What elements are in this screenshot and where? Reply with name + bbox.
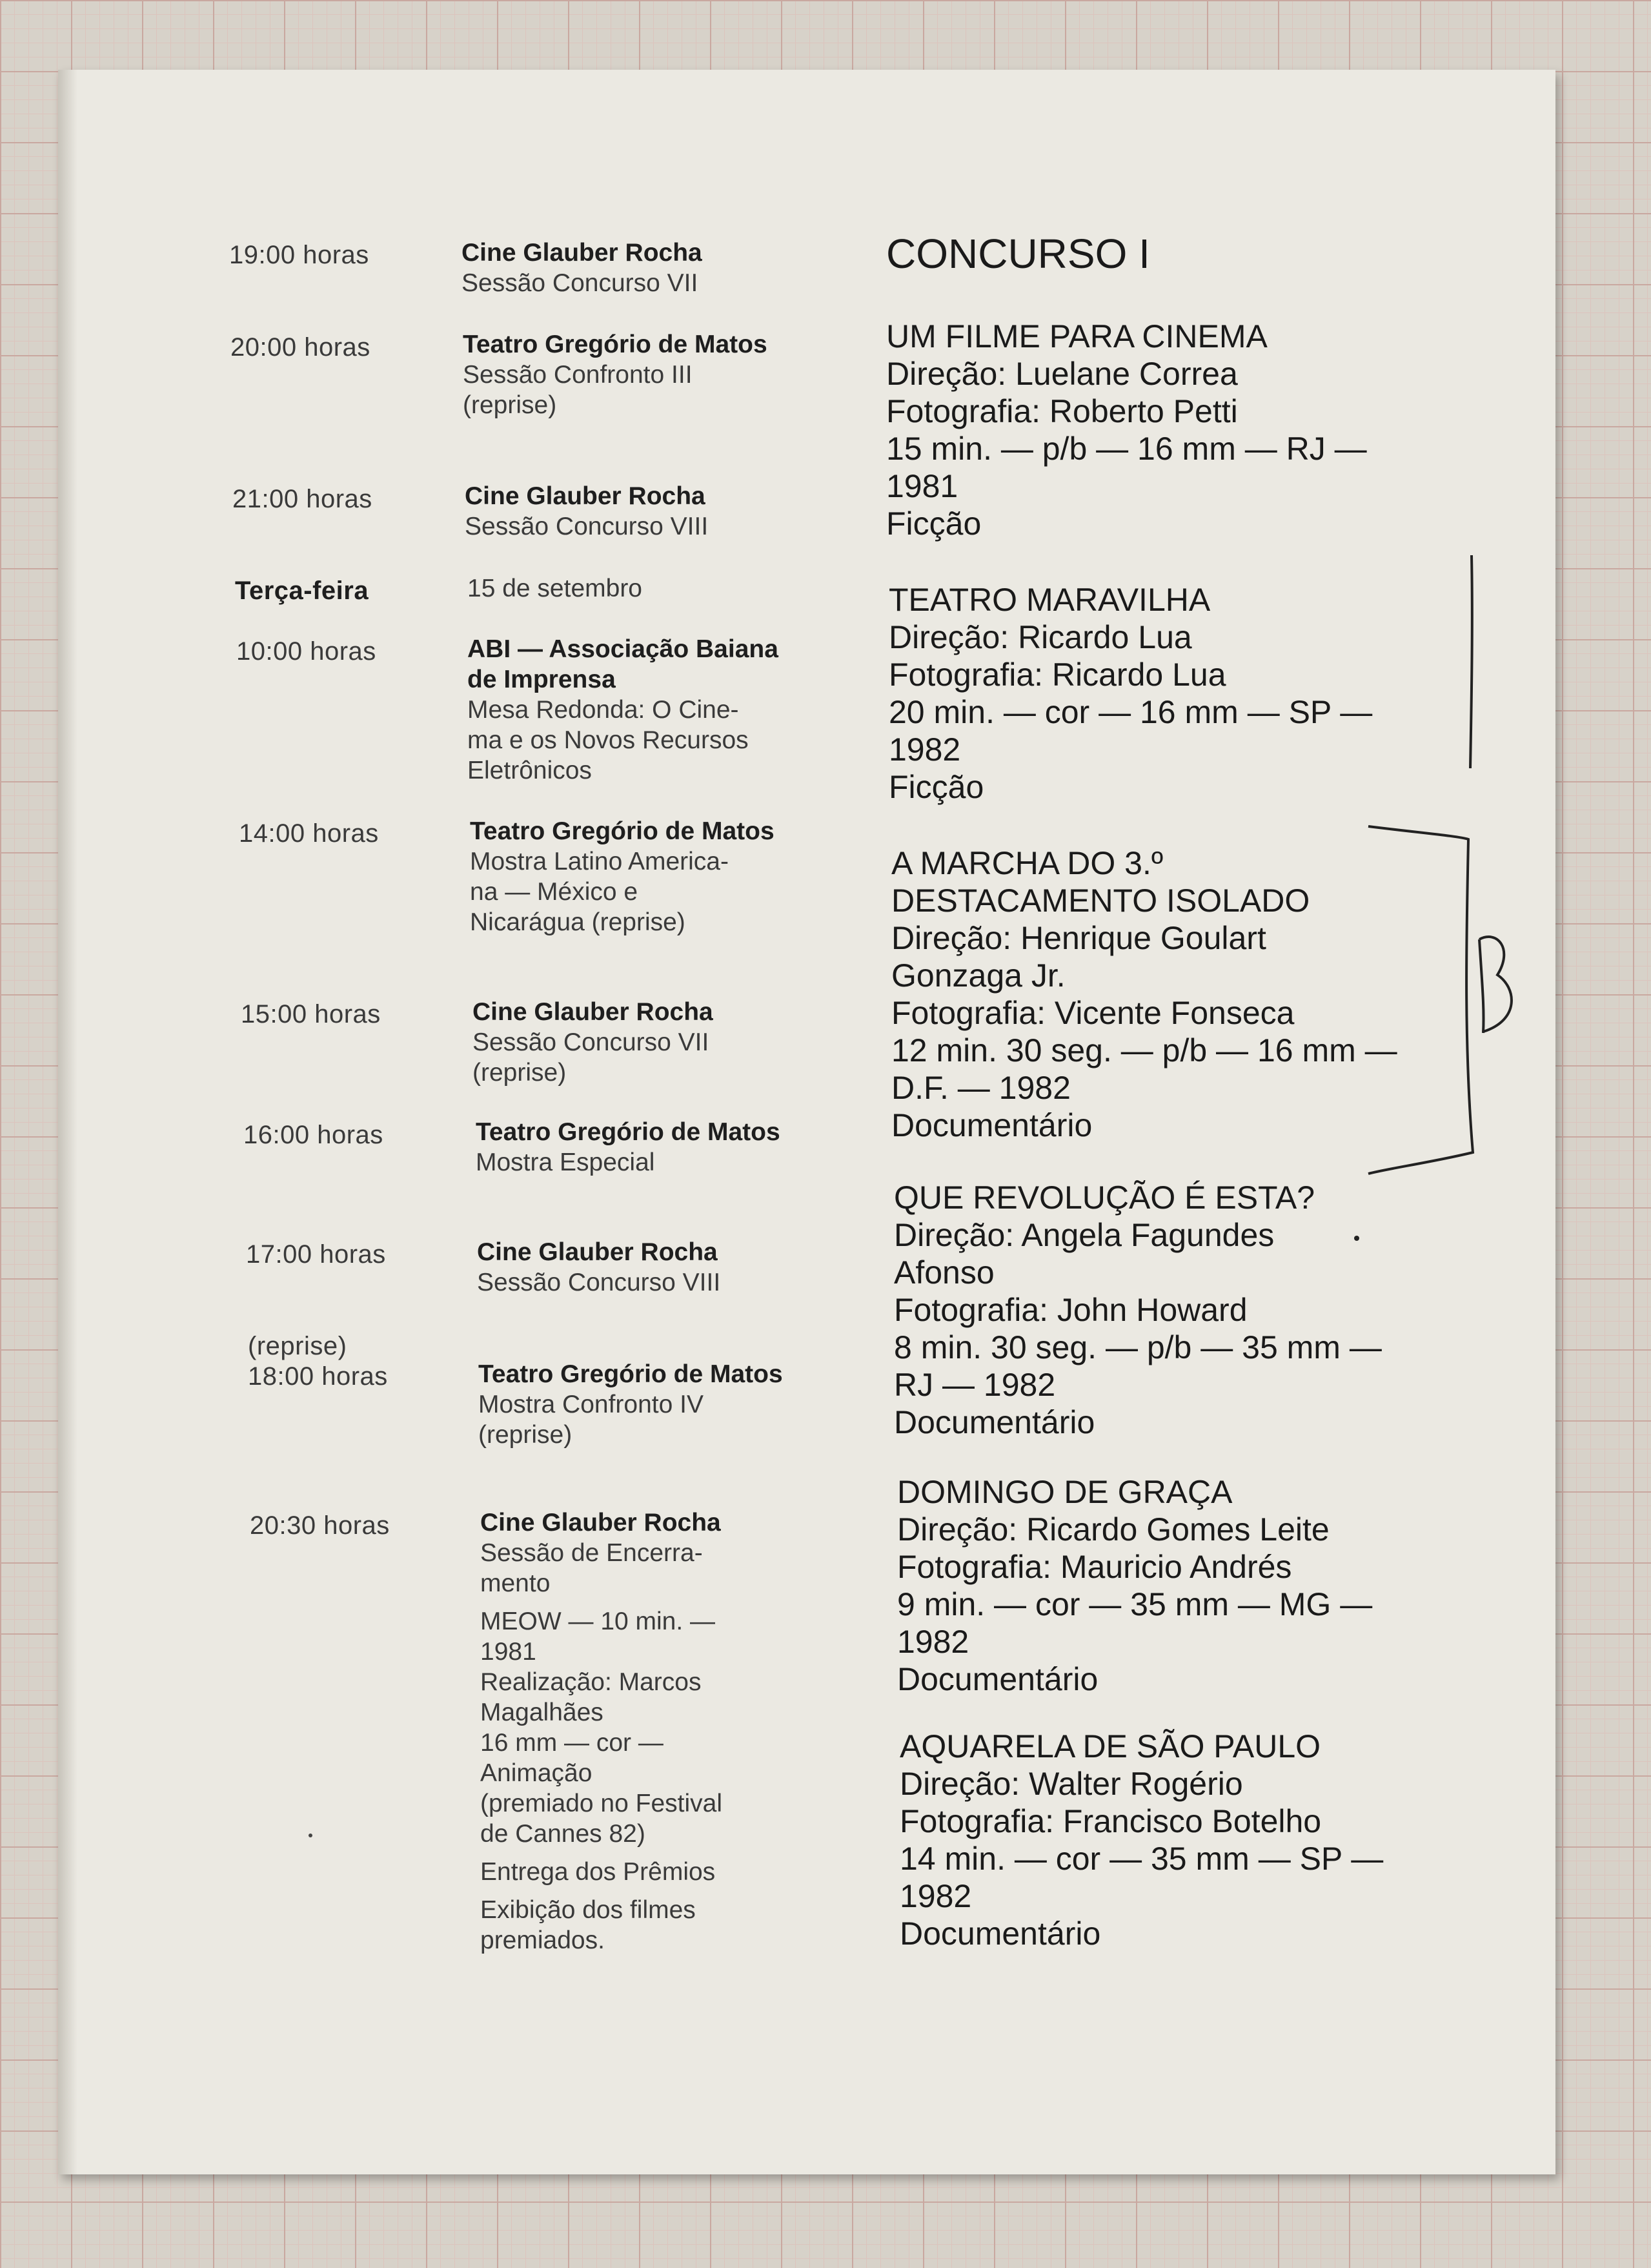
event-detail: ma e os Novos Recursos bbox=[467, 726, 749, 754]
event-detail: (reprise) bbox=[478, 1421, 572, 1449]
film-detail: RJ — 1982 bbox=[894, 1367, 1056, 1403]
event-detail: Eletrônicos bbox=[467, 757, 592, 784]
venue-name: Cine Glauber Rocha bbox=[465, 482, 705, 510]
venue-name: Teatro Gregório de Matos bbox=[463, 331, 767, 358]
film-detail: Direção: Henrique Goulart bbox=[891, 920, 1266, 956]
bracket-teatro-maravilha bbox=[1470, 555, 1472, 768]
handwritten-letter-b bbox=[1479, 937, 1512, 1033]
film-detail: 1982 bbox=[900, 1878, 972, 1914]
event-note-line: Entrega dos Prêmios bbox=[480, 1858, 716, 1886]
event-detail: (reprise) bbox=[463, 391, 557, 419]
event-detail: mento bbox=[480, 1569, 551, 1597]
film-title: A MARCHA DO 3.º bbox=[891, 845, 1164, 881]
event-detail: Nicarágua (reprise) bbox=[470, 908, 685, 936]
venue-name: Cine Glauber Rocha bbox=[477, 1238, 718, 1266]
film-detail: Documentário bbox=[894, 1404, 1095, 1440]
event-detail: Sessão Concurso VIII bbox=[477, 1269, 721, 1296]
film-detail: Fotografia: Mauricio Andrés bbox=[897, 1549, 1292, 1585]
film-detail: Documentário bbox=[900, 1916, 1101, 1952]
film-detail: Fotografia: Roberto Petti bbox=[886, 393, 1238, 429]
film-detail: Afonso bbox=[894, 1254, 995, 1291]
film-detail: 9 min. — cor — 35 mm — MG — bbox=[897, 1586, 1373, 1622]
event-note-line: Magalhães bbox=[480, 1699, 603, 1726]
film-detail: Gonzaga Jr. bbox=[891, 957, 1066, 994]
event-note-line: Realização: Marcos bbox=[480, 1668, 702, 1696]
film-title: QUE REVOLUÇÃO É ESTA? bbox=[894, 1180, 1315, 1216]
venue-name: Teatro Gregório de Matos bbox=[478, 1360, 783, 1388]
film-title: UM FILME PARA CINEMA bbox=[886, 318, 1268, 354]
event-note-line: Exibição dos filmes bbox=[480, 1896, 696, 1924]
event-note-line: 16 mm — cor — bbox=[480, 1729, 663, 1757]
film-detail: Fotografia: John Howard bbox=[894, 1292, 1248, 1328]
film-detail: Fotografia: Vicente Fonseca bbox=[891, 995, 1295, 1031]
event-detail: Mostra Especial bbox=[476, 1149, 655, 1176]
event-note-line: 1981 bbox=[480, 1638, 536, 1666]
event-detail: Sessão Confronto III bbox=[463, 361, 693, 389]
film-title: AQUARELA DE SÃO PAULO bbox=[900, 1728, 1321, 1764]
film-detail: Direção: Ricardo Lua bbox=[889, 619, 1192, 655]
time-value: 20:00 horas bbox=[230, 333, 370, 362]
venue-name: Cine Glauber Rocha bbox=[472, 998, 713, 1026]
event-detail: Sessão Concurso VII bbox=[472, 1028, 709, 1056]
time-prefix: (reprise) bbox=[248, 1332, 347, 1360]
venue-name: ABI — Associação Baiana de Imprensa bbox=[467, 635, 778, 693]
film-detail: Ficção bbox=[889, 769, 984, 805]
film-detail: 8 min. 30 seg. — p/b — 35 mm — bbox=[894, 1329, 1382, 1365]
event-detail: Sessão de Encerra- bbox=[480, 1539, 703, 1567]
event-detail: Mostra Confronto IV bbox=[478, 1391, 704, 1418]
film-detail: 20 min. — cor — 16 mm — SP — bbox=[889, 694, 1373, 730]
bracket-marcha bbox=[1368, 826, 1473, 1174]
event-detail: Mostra Latino America- bbox=[470, 848, 729, 875]
film-detail: 14 min. — cor — 35 mm — SP — bbox=[900, 1841, 1384, 1877]
venue-name: Teatro Gregório de Matos bbox=[470, 817, 775, 845]
event-detail: Sessão Concurso VII bbox=[461, 269, 698, 297]
venue-name: Cine Glauber Rocha bbox=[480, 1509, 721, 1537]
film-title: TEATRO MARAVILHA bbox=[889, 582, 1211, 618]
ink-dot bbox=[1354, 1236, 1359, 1241]
film-detail: Direção: Angela Fagundes bbox=[894, 1217, 1275, 1253]
event-note-line: Animação bbox=[480, 1759, 593, 1787]
event-detail: na — México e bbox=[470, 878, 638, 906]
film-detail: Fotografia: Ricardo Lua bbox=[889, 657, 1226, 693]
time-value: 21:00 horas bbox=[232, 485, 372, 513]
event-note-line: premiados. bbox=[480, 1926, 605, 1954]
event-detail: (reprise) bbox=[472, 1059, 567, 1087]
film-title: DOMINGO DE GRAÇA bbox=[897, 1474, 1233, 1510]
event-detail: Mesa Redonda: O Cine- bbox=[467, 696, 739, 724]
day-name: Terça-feira bbox=[235, 577, 369, 605]
event-note-line: MEOW — 10 min. — bbox=[480, 1608, 716, 1635]
film-detail: DESTACAMENTO ISOLADO bbox=[891, 883, 1310, 919]
film-detail: Direção: Ricardo Gomes Leite bbox=[897, 1511, 1330, 1548]
film-detail: 1981 bbox=[886, 468, 958, 504]
film-detail: 15 min. — p/b — 16 mm — RJ — bbox=[886, 431, 1367, 467]
time-value: 18:00 horas bbox=[248, 1362, 388, 1391]
day-date: 15 de setembro bbox=[467, 575, 643, 602]
film-detail: D.F. — 1982 bbox=[891, 1070, 1071, 1106]
film-detail: 1982 bbox=[897, 1624, 969, 1660]
ink-dot bbox=[309, 1834, 312, 1837]
event-detail: Sessão Concurso VIII bbox=[465, 513, 709, 540]
concurso-title: CONCURSO I bbox=[886, 230, 1150, 277]
film-detail: Fotografia: Francisco Botelho bbox=[900, 1803, 1322, 1839]
time-value: 19:00 horas bbox=[229, 241, 369, 269]
event-note-line: de Cannes 82) bbox=[480, 1820, 645, 1848]
film-detail: 1982 bbox=[889, 731, 961, 768]
venue-name: Cine Glauber Rocha bbox=[461, 239, 702, 267]
time-value: 15:00 horas bbox=[241, 1000, 381, 1028]
venue-name: Teatro Gregório de Matos bbox=[476, 1118, 780, 1146]
film-detail: Documentário bbox=[897, 1661, 1099, 1697]
time-value: 17:00 horas bbox=[246, 1240, 386, 1269]
time-value: 16:00 horas bbox=[243, 1121, 383, 1149]
time-value: 10:00 horas bbox=[236, 637, 376, 666]
film-detail: Direção: Luelane Correa bbox=[886, 356, 1238, 392]
time-value: 20:30 horas bbox=[250, 1511, 390, 1540]
film-detail: 12 min. 30 seg. — p/b — 16 mm — bbox=[891, 1032, 1397, 1068]
film-detail: Ficção bbox=[886, 506, 982, 542]
film-detail: Documentário bbox=[891, 1107, 1093, 1143]
time-value: 14:00 horas bbox=[239, 819, 379, 848]
film-detail: Direção: Walter Rogério bbox=[900, 1766, 1243, 1802]
event-note-line: (premiado no Festival bbox=[480, 1790, 722, 1817]
